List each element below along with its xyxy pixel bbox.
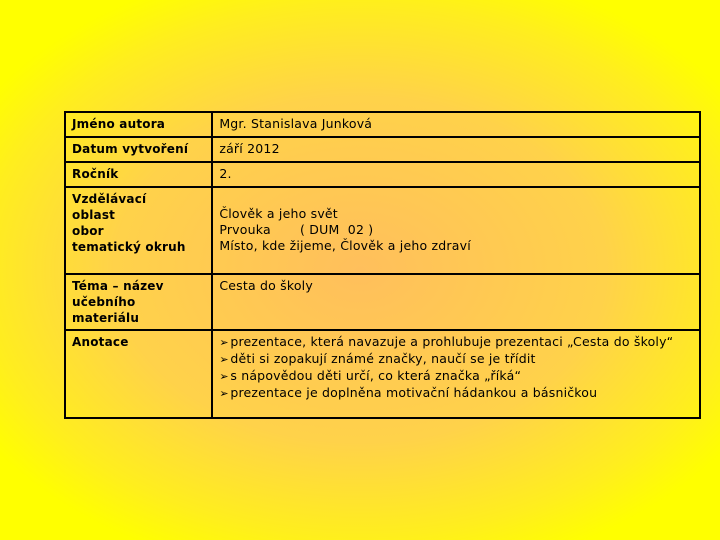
- table-row: [65, 330, 700, 418]
- label-line: Téma – název: [72, 279, 164, 293]
- annotation-bullet: [219, 334, 693, 351]
- row-label-grade: [65, 162, 212, 187]
- row-value-annotation: [212, 330, 700, 418]
- arrow-bullet-icon: ➢: [219, 370, 229, 383]
- value-line: Člověk a jeho svět: [219, 206, 338, 221]
- row-value-topic: [212, 274, 700, 330]
- annotation-bullet-text: s nápovědou děti určí, co která značka „říká“: [230, 368, 522, 383]
- annotation-bullet: [219, 351, 693, 368]
- document-info-table: [64, 111, 701, 419]
- value-line: Cesta do školy: [219, 278, 313, 293]
- label-line: obor: [72, 224, 104, 238]
- value-line: září 2012: [219, 141, 280, 156]
- table-row: [65, 187, 700, 274]
- label-line: Datum vytvoření: [72, 142, 189, 156]
- row-label-date: [65, 137, 212, 162]
- label-line: Ročník: [72, 167, 119, 181]
- row-label-author: [65, 112, 212, 137]
- annotation-bullet-text: prezentace, která navazuje a prohlubuje prezentaci „Cesta do školy“: [230, 334, 674, 349]
- row-value-date: [212, 137, 700, 162]
- row-value-education-area: [212, 187, 700, 274]
- annotation-bullet: [219, 385, 693, 402]
- row-label-education-area: [65, 187, 212, 274]
- table-row: [65, 162, 700, 187]
- arrow-bullet-icon: ➢: [219, 387, 229, 400]
- label-line: Anotace: [72, 335, 129, 349]
- label-line: Vzdělávací: [72, 192, 147, 206]
- table-row: [65, 112, 700, 137]
- arrow-bullet-icon: ➢: [219, 353, 229, 366]
- table-row: [65, 137, 700, 162]
- annotation-bullet-text: děti si zopakují známé značky, naučí se je třídit: [230, 351, 536, 366]
- label-line: Jméno autora: [72, 117, 166, 131]
- table-row: [65, 274, 700, 330]
- arrow-bullet-icon: ➢: [219, 336, 229, 349]
- label-line: tematický okruh: [72, 240, 186, 254]
- row-value-grade: [212, 162, 700, 187]
- annotation-bullet: [219, 368, 693, 385]
- label-line: oblast: [72, 208, 116, 222]
- value-line: 2.: [219, 166, 232, 181]
- value-line: Místo, kde žijeme, Člověk a jeho zdraví: [219, 238, 471, 253]
- value-line: Mgr. Stanislava Junková: [219, 116, 373, 131]
- row-label-topic: [65, 274, 212, 330]
- annotation-bullet-text: prezentace je doplněna motivační hádankou a básničkou: [230, 385, 598, 400]
- row-value-author: [212, 112, 700, 137]
- value-line: Prvouka ( DUM 02 ): [219, 222, 374, 237]
- row-label-annotation: [65, 330, 212, 418]
- label-line: učebního materiálu: [72, 295, 140, 325]
